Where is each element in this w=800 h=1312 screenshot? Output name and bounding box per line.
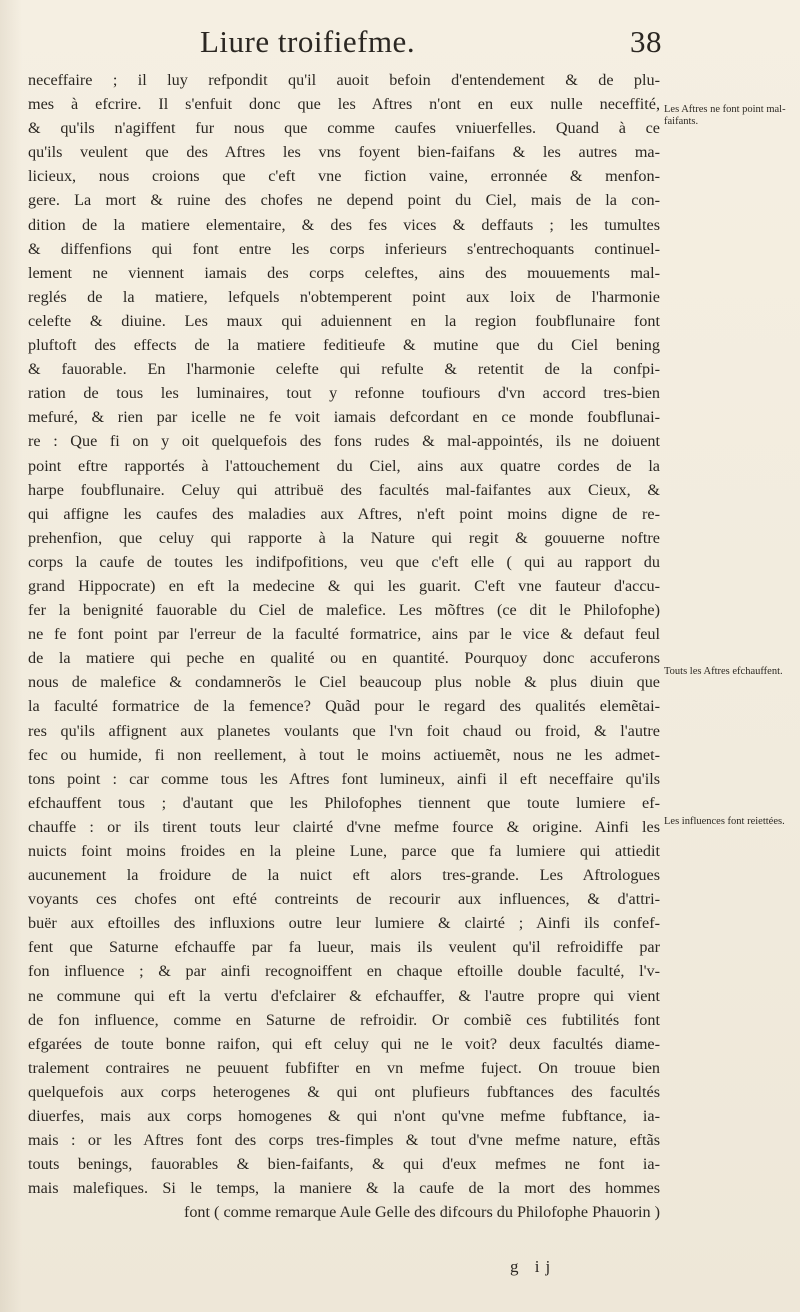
text-line: dition de la matiere elementaire, & des fes vices & deffauts ; les tumultes <box>28 215 660 234</box>
text-line: licieux, nous croions que c'eft vne fiction vaine, erronnée & menfon- <box>28 167 660 186</box>
text-line: de la matiere qui peche en qualité ou en quantité. Pourquoy donc accuferons <box>28 649 660 668</box>
text-line: fer la benignité fauorable du Ciel de malefice. Les mõftres (ce dit le Philofophe) <box>28 601 660 620</box>
text-line: mes à efcrire. Il s'enfuit donc que les Aftres n'ont en eux nulle neceffité, <box>28 95 660 114</box>
text-line: nuicts foint moins froides en la pleine Lune, parce que fa lumiere qui attiedit <box>28 842 660 860</box>
text-line: quelquefois aux corps heterogenes & qui ont plufieurs fubftances des facultés <box>28 1082 660 1101</box>
text-line: ne fe font point par l'erreur de la faculté formatrice, ains par le vice & defaut feul <box>28 625 660 644</box>
text-line: aucunement la froidure de la nuict eft alors tres-grande. Les Aftrologues <box>28 866 660 885</box>
text-line: grand Hippocrate) en eft la medecine & qui les guarit. C'eft vne fauteur d'accu- <box>28 576 660 595</box>
text-line: fec ou humide, fi non reellement, à tout le moins actiuemẽt, nous ne les admet- <box>28 745 660 764</box>
text-line: & qu'ils n'agiffent fur nous que comme caufes vniuerfelles. Quand à ce <box>28 119 660 138</box>
text-line: pluftoft des effects de la matiere feditieufe & mutine que du Ciel bening <box>28 336 660 355</box>
margin-note: Les influences font reiettées. <box>664 816 785 827</box>
text-line: mais : or les Aftres font des corps tres-fimples & tout d'vne mefme nature, eftãs <box>28 1131 660 1150</box>
running-header <box>200 22 680 68</box>
running-title: Liure troifiefme. <box>200 24 416 59</box>
text-line: diuerfes, mais aux corps homogenes & qui n'ont qu'vne mefme fubftance, ia- <box>28 1107 660 1126</box>
text-line: touts benings, fauorables & bien-faifants, & qui d'eux mefmes ne font ia- <box>28 1155 660 1174</box>
text-line: de fon influence, comme en Saturne de refroidir. Or combiẽ ces fubtilités font <box>28 1010 660 1029</box>
text-line: qu'ils veulent que des Aftres les vns foyent bien-faifans & les autres ma- <box>28 143 660 162</box>
text-line: buër aux eftoilles des influxions outre leur lumiere & clairté ; Ainfi ils confef- <box>28 914 660 933</box>
text-line: fon influence ; & par ainfi recognoiffent en chaque eftoille double faculté, l'v- <box>28 962 660 981</box>
text-line: ne commune qui eft la vertu d'efclairer & efchauffer, & l'autre propre qui vient <box>28 986 660 1005</box>
text-line: font ( comme remarque Aule Gelle des difcours du Philofophe Phauorin ) <box>183 1203 660 1222</box>
text-line: & fauorable. En l'harmonie celefte qui refulte & retentit de la confpi- <box>28 360 660 379</box>
text-line: chauffe : or ils tirent touts leur clairté d'vne mefme fource & origine. Ainfi les <box>28 817 660 836</box>
text-line: point eftre rapportés à l'attouchement du Ciel, ains aux quatre cordes de la <box>28 456 660 475</box>
text-line: celefte & diuine. Les maux qui aduiennent en la region foubflunaire font <box>28 311 660 330</box>
text-line: mefuré, & rien par icelle ne fe voit iamais defcordant en ce monde foubflunai- <box>28 408 660 427</box>
text-line: & diffenfions qui font entre les corps inferieurs s'entrechoquants continuel- <box>28 239 660 258</box>
text-line: la faculté formatrice de la femence? Quãd pour le regard des qualités elemẽtai- <box>28 697 660 716</box>
text-line: prehenfion, que celuy qui rapporte à la Nature qui regit & gouuerne noftre <box>28 528 660 547</box>
margin-note: Les Aftres ne font point mal-faifants. <box>664 104 786 127</box>
text-line: lement ne viennent iamais des corps celeftes, ains des mouuements mal- <box>28 263 660 282</box>
text-line: corps la caufe de toutes les indifpofitions, veu que c'eft elle ( qui au rapport du <box>28 552 660 571</box>
page-number: 38 <box>630 24 662 59</box>
text-line: neceffaire ; il luy refpondit qu'il auoit befoin d'entendement & de plu- <box>28 71 660 89</box>
text-line: fent que Saturne efchauffe par fa lueur, mais ils veulent qu'il refroidiffe par <box>28 938 660 957</box>
text-line: voyants ces chofes ont efté contreints de recourir aux influences, & d'attri- <box>28 890 660 909</box>
text-line: tralement contraires ne peuuent fubfifter en vn mefme fuject. On trouue bien <box>28 1058 660 1077</box>
text-line: ration de tous les luminaires, tout y refonne toufiours d'vn accord tres-bien <box>28 384 660 403</box>
text-line: res qu'ils affignent aux planetes voulants que l'vn foit chaud ou froid, & l'autre <box>28 721 660 740</box>
text-line: efgarées de toute bonne raifon, qui eft celuy qui ne le voit? deux facultés diame- <box>28 1034 660 1053</box>
text-line: qui affigne les caufes des maladies aux Aftres, n'eft point moins digne de re- <box>28 504 660 523</box>
margin-note: Touts les Aftres efchauffent. <box>664 666 783 677</box>
text-line: nous de malefice & condamnerõs le Ciel beaucoup plus noble & plus diuin que <box>28 673 660 692</box>
text-line: mais malefiques. Si le temps, la maniere & la caufe de la mort des hommes <box>28 1179 660 1198</box>
text-line: reglés de la matiere, lefquels n'obtemperent point aux loix de l'harmonie <box>28 287 660 306</box>
text-line: gere. La mort & ruine des chofes ne depend point du Ciel, mais de la con- <box>28 191 660 210</box>
text-line: harpe foubflunaire. Celuy qui attribuë des facultés mal-faifantes aux Cieux, & <box>28 480 660 499</box>
signature-mark: g ij <box>510 1257 557 1276</box>
main-text-block <box>28 68 660 1225</box>
text-line: tons point : car comme tous les Aftres font lumineux, ainfi il eft neceffaire qu'ils <box>28 769 660 788</box>
text-line: efchauffent tous ; d'autant que les Philofophes tiennent que toute lumiere ef- <box>28 793 660 812</box>
page-edge-shadow <box>0 0 22 1312</box>
text-line: re : Que fi on y oit quelquefois des fons rudes & mal-appointés, ils ne doiuent <box>28 432 660 451</box>
